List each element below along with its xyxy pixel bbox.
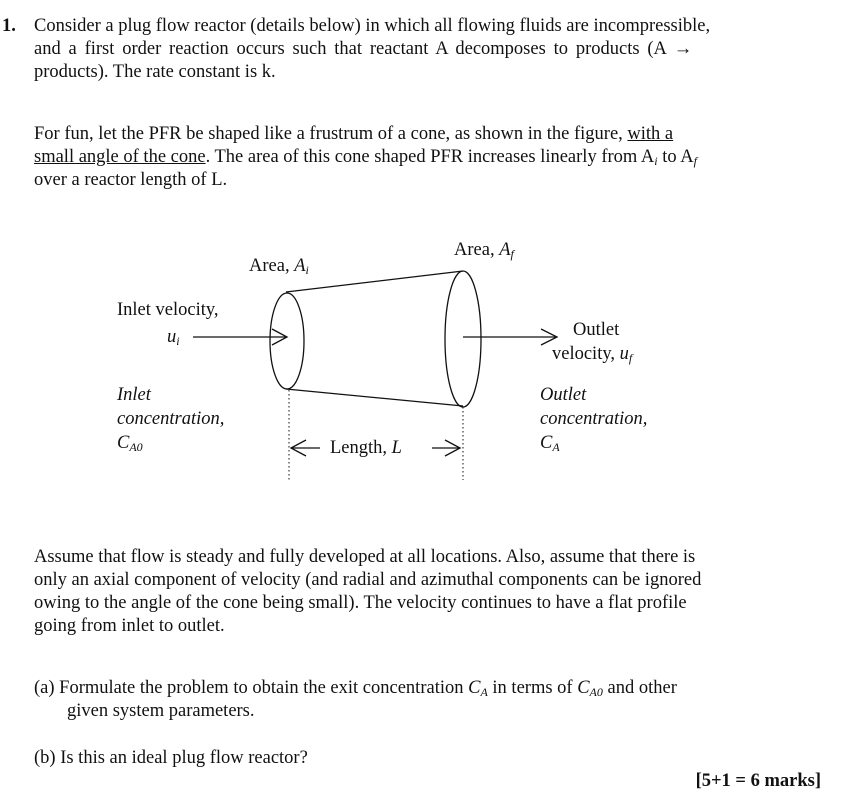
intro-line: Consider a plug flow reactor (details below) in which all flowing fluids are incompressible, [34, 16, 711, 36]
inlet-velocity-label: Inlet velocity, [117, 300, 219, 320]
label-symbol: C [468, 678, 481, 698]
assume-line: owing to the angle of the cone being small). The velocity continues to have a flat profile [34, 593, 687, 613]
label-symbol: C [577, 678, 590, 698]
part-a-line-1 [34, 678, 677, 698]
part-text: (a) Formulate the problem to obtain the exit concentration [34, 678, 469, 698]
inlet-ellipse [270, 293, 304, 389]
assume-line: only an axial component of velocity (and radial and azimuthal components can be ignored [34, 570, 702, 590]
subscript: f [693, 154, 697, 168]
inlet-velocity-symbol [167, 326, 180, 349]
outlet-ellipse [445, 271, 481, 407]
underlined-text: small angle of the cone [34, 147, 206, 167]
cone-top-edge [286, 271, 463, 292]
assume-line: going from inlet to outlet. [34, 616, 225, 636]
label-symbol: L [391, 438, 402, 458]
shape-text: to A [657, 147, 694, 167]
length-label [330, 437, 402, 460]
assumptions-paragraph [34, 546, 824, 638]
subscript: i [305, 263, 309, 277]
label-symbol: u [167, 327, 177, 347]
subscript: i [654, 154, 658, 168]
label-symbol: A [499, 240, 511, 260]
subscript: A [552, 440, 560, 454]
label-text: Area, [249, 256, 295, 276]
part-a [34, 677, 677, 723]
subscript: f [628, 351, 633, 365]
label-symbol: A [294, 256, 306, 276]
area-f-label [454, 239, 514, 262]
area-i-label [249, 255, 309, 278]
label-symbol: u [619, 344, 629, 364]
part-text: in terms of [487, 678, 578, 698]
subscript: A [480, 685, 488, 699]
shape-line-3: over a reactor length of L. [34, 170, 228, 190]
inlet-concentration-1: Inlet [117, 385, 151, 405]
label-text: Length, [330, 438, 392, 458]
inlet-concentration-2: concentration, [117, 409, 225, 429]
shape-text: . The area of this cone shaped PFR increases linearly from A [205, 147, 655, 167]
label-text: velocity, [552, 344, 620, 364]
subscript: f [510, 247, 514, 261]
shape-text: For fun, let the PFR be shaped like a frustrum of a cone, as shown in the figure, [34, 124, 623, 144]
question-number: 1. [2, 16, 16, 36]
outlet-concentration-1: Outlet [540, 385, 587, 405]
outlet-concentration-symbol [540, 432, 560, 455]
assume-line: Assume that flow is steady and fully developed at all locations. Also, assume that there is [34, 547, 696, 567]
subscript: A0 [589, 685, 603, 699]
marks-label: [5+1 = 6 marks] [695, 771, 821, 791]
intro-line: and a first order reaction occurs such that reactant A decomposes to products (A → [34, 39, 693, 59]
outlet-velocity-label-1: Outlet [573, 320, 620, 340]
part-text: and other [602, 678, 677, 698]
part-a-line-2: given system parameters. [67, 701, 255, 721]
part-b: (b) Is this an ideal plug flow reactor? [34, 748, 308, 768]
subscript: A0 [129, 440, 143, 454]
outlet-velocity-label-2 [552, 343, 632, 366]
label-symbol: C [117, 433, 130, 453]
label-text: Area, [454, 240, 500, 260]
cone-bottom-edge [286, 389, 463, 406]
intro-line: products). The rate constant is k. [34, 62, 276, 82]
subscript: i [176, 334, 180, 348]
outlet-concentration-2: concentration, [540, 409, 648, 429]
underlined-text: with a [627, 124, 674, 144]
inlet-concentration-symbol [117, 432, 143, 455]
label-symbol: C [540, 433, 553, 453]
